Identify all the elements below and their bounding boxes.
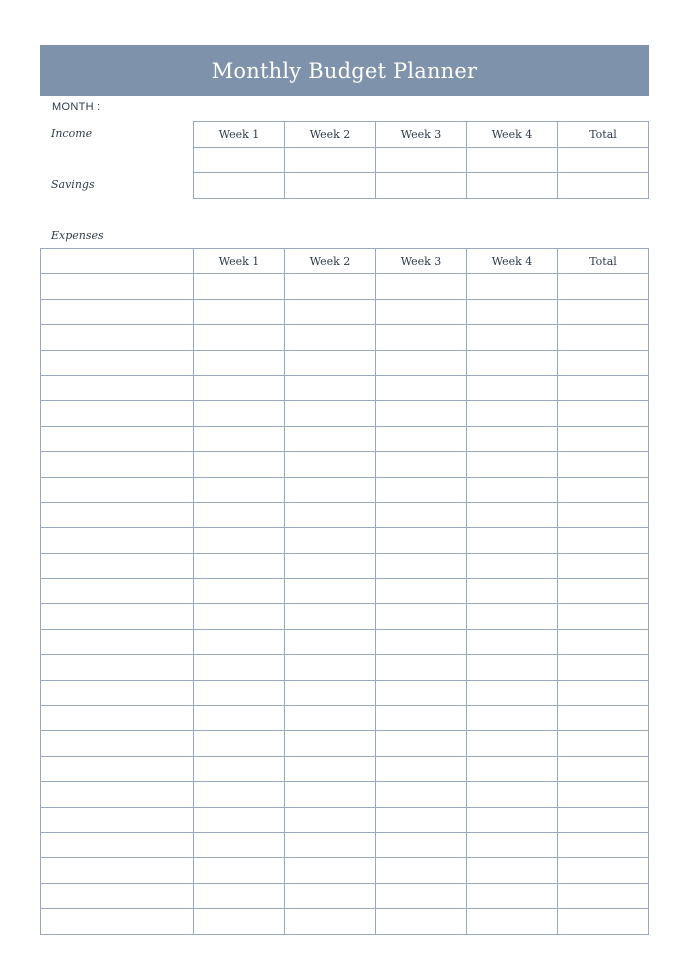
savings-cell[interactable]	[194, 173, 285, 199]
expense-total-cell[interactable]	[558, 731, 649, 756]
expense-category-cell[interactable]	[41, 299, 194, 324]
expense-total-cell[interactable]	[558, 706, 649, 731]
expense-week-4-cell[interactable]	[467, 426, 558, 451]
expense-week-2-cell[interactable]	[285, 629, 376, 654]
expense-week-2-cell[interactable]	[285, 782, 376, 807]
expense-row	[41, 299, 649, 324]
expense-week-3-cell[interactable]	[376, 325, 467, 350]
expenses-label: Expenses	[51, 229, 104, 242]
expense-week-1-cell[interactable]	[194, 858, 285, 883]
expense-row	[41, 832, 649, 857]
income-cell[interactable]	[558, 147, 649, 173]
expense-week-4-cell[interactable]	[467, 325, 558, 350]
expense-week-1-cell[interactable]	[194, 706, 285, 731]
expense-week-3-cell[interactable]	[376, 579, 467, 604]
income-header-total: Total	[558, 122, 649, 148]
expense-total-cell[interactable]	[558, 502, 649, 527]
expense-week-3-cell[interactable]	[376, 782, 467, 807]
expense-week-4-cell[interactable]	[467, 477, 558, 502]
expense-total-cell[interactable]	[558, 553, 649, 578]
expenses-header-category	[41, 249, 194, 274]
expense-category-cell[interactable]	[41, 350, 194, 375]
expense-week-4-cell[interactable]	[467, 502, 558, 527]
expense-week-2-cell[interactable]	[285, 579, 376, 604]
expense-week-3-cell[interactable]	[376, 375, 467, 400]
expense-week-4-cell[interactable]	[467, 807, 558, 832]
expense-category-cell[interactable]	[41, 858, 194, 883]
expense-week-1-cell[interactable]	[194, 731, 285, 756]
expense-row	[41, 375, 649, 400]
expense-total-cell[interactable]	[558, 579, 649, 604]
expense-week-2-cell[interactable]	[285, 604, 376, 629]
income-label: Income	[51, 127, 93, 140]
expense-week-3-cell[interactable]	[376, 604, 467, 629]
expense-total-cell[interactable]	[558, 401, 649, 426]
savings-cell[interactable]	[285, 173, 376, 199]
income-header-week-1: Week 1	[194, 122, 285, 148]
expense-row	[41, 604, 649, 629]
expense-week-2-cell[interactable]	[285, 858, 376, 883]
expense-week-1-cell[interactable]	[194, 604, 285, 629]
expense-category-cell[interactable]	[41, 274, 194, 299]
expense-week-2-cell[interactable]	[285, 477, 376, 502]
expense-category-cell[interactable]	[41, 706, 194, 731]
expense-total-cell[interactable]	[558, 452, 649, 477]
expense-week-2-cell[interactable]	[285, 553, 376, 578]
expense-total-cell[interactable]	[558, 375, 649, 400]
expense-week-2-cell[interactable]	[285, 375, 376, 400]
expense-week-3-cell[interactable]	[376, 553, 467, 578]
expense-week-1-cell[interactable]	[194, 756, 285, 781]
expenses-header-week-1: Week 1	[194, 249, 285, 274]
expense-week-2-cell[interactable]	[285, 655, 376, 680]
expense-week-2-cell[interactable]	[285, 706, 376, 731]
expense-total-cell[interactable]	[558, 604, 649, 629]
expense-week-4-cell[interactable]	[467, 731, 558, 756]
income-header-week-2: Week 2	[285, 122, 376, 148]
title-banner	[40, 45, 649, 96]
expense-week-1-cell[interactable]	[194, 909, 285, 934]
expense-week-3-cell[interactable]	[376, 452, 467, 477]
expense-week-1-cell[interactable]	[194, 350, 285, 375]
expense-row	[41, 350, 649, 375]
month-label: MONTH :	[52, 101, 101, 113]
expense-week-1-cell[interactable]	[194, 477, 285, 502]
expense-week-1-cell[interactable]	[194, 528, 285, 553]
expense-week-2-cell[interactable]	[285, 528, 376, 553]
expense-week-2-cell[interactable]	[285, 756, 376, 781]
expense-category-cell[interactable]	[41, 782, 194, 807]
expense-total-cell[interactable]	[558, 350, 649, 375]
expense-week-3-cell[interactable]	[376, 299, 467, 324]
expense-week-2-cell[interactable]	[285, 680, 376, 705]
expense-category-cell[interactable]	[41, 426, 194, 451]
expense-total-cell[interactable]	[558, 477, 649, 502]
expense-category-cell[interactable]	[41, 375, 194, 400]
expense-week-4-cell[interactable]	[467, 375, 558, 400]
expense-week-1-cell[interactable]	[194, 680, 285, 705]
expense-week-2-cell[interactable]	[285, 807, 376, 832]
expense-week-4-cell[interactable]	[467, 756, 558, 781]
expense-week-4-cell[interactable]	[467, 680, 558, 705]
expense-week-1-cell[interactable]	[194, 579, 285, 604]
expense-row	[41, 655, 649, 680]
expense-total-cell[interactable]	[558, 325, 649, 350]
expense-total-cell[interactable]	[558, 756, 649, 781]
expense-row	[41, 909, 649, 934]
expense-week-3-cell[interactable]	[376, 528, 467, 553]
expense-week-3-cell[interactable]	[376, 756, 467, 781]
expense-week-1-cell[interactable]	[194, 629, 285, 654]
expenses-header-week-2: Week 2	[285, 249, 376, 274]
expense-row	[41, 452, 649, 477]
expense-row	[41, 858, 649, 883]
expense-category-cell[interactable]	[41, 502, 194, 527]
expense-week-2-cell[interactable]	[285, 325, 376, 350]
expense-row	[41, 325, 649, 350]
expense-week-3-cell[interactable]	[376, 807, 467, 832]
expense-week-2-cell[interactable]	[285, 299, 376, 324]
expense-week-1-cell[interactable]	[194, 832, 285, 857]
savings-row	[194, 173, 649, 199]
expense-category-cell[interactable]	[41, 528, 194, 553]
expense-week-4-cell[interactable]	[467, 858, 558, 883]
savings-cell[interactable]	[558, 173, 649, 199]
income-cell[interactable]	[285, 147, 376, 173]
expense-total-cell[interactable]	[558, 680, 649, 705]
expense-week-2-cell[interactable]	[285, 883, 376, 908]
expense-category-cell[interactable]	[41, 909, 194, 934]
expense-week-4-cell[interactable]	[467, 579, 558, 604]
expense-week-1-cell[interactable]	[194, 655, 285, 680]
expense-week-1-cell[interactable]	[194, 782, 285, 807]
expense-category-cell[interactable]	[41, 325, 194, 350]
expense-category-cell[interactable]	[41, 756, 194, 781]
expense-week-1-cell[interactable]	[194, 325, 285, 350]
expense-total-cell[interactable]	[558, 274, 649, 299]
expense-week-2-cell[interactable]	[285, 350, 376, 375]
expense-week-2-cell[interactable]	[285, 452, 376, 477]
expense-row	[41, 756, 649, 781]
expense-week-4-cell[interactable]	[467, 706, 558, 731]
expense-week-3-cell[interactable]	[376, 706, 467, 731]
expense-week-1-cell[interactable]	[194, 299, 285, 324]
savings-cell[interactable]	[376, 173, 467, 199]
page-title: Monthly Budget Planner	[211, 58, 478, 83]
expense-week-1-cell[interactable]	[194, 807, 285, 832]
expense-row	[41, 553, 649, 578]
income-row	[194, 147, 649, 173]
expense-category-cell[interactable]	[41, 832, 194, 857]
expense-row	[41, 579, 649, 604]
expense-row	[41, 680, 649, 705]
expense-week-2-cell[interactable]	[285, 401, 376, 426]
expense-row	[41, 477, 649, 502]
expense-row	[41, 528, 649, 553]
expense-week-3-cell[interactable]	[376, 858, 467, 883]
expense-week-1-cell[interactable]	[194, 452, 285, 477]
expense-week-3-cell[interactable]	[376, 426, 467, 451]
expense-week-4-cell[interactable]	[467, 629, 558, 654]
expense-row	[41, 502, 649, 527]
expenses-header-week-3: Week 3	[376, 249, 467, 274]
expense-week-4-cell[interactable]	[467, 553, 558, 578]
income-cell[interactable]	[467, 147, 558, 173]
expenses-table	[40, 248, 649, 935]
expense-row	[41, 706, 649, 731]
expense-week-4-cell[interactable]	[467, 528, 558, 553]
expense-week-2-cell[interactable]	[285, 274, 376, 299]
expense-category-cell[interactable]	[41, 604, 194, 629]
expense-category-cell[interactable]	[41, 655, 194, 680]
income-header-week-3: Week 3	[376, 122, 467, 148]
expense-week-3-cell[interactable]	[376, 909, 467, 934]
savings-label: Savings	[51, 178, 95, 191]
expense-total-cell[interactable]	[558, 528, 649, 553]
expense-week-1-cell[interactable]	[194, 883, 285, 908]
expense-week-4-cell[interactable]	[467, 832, 558, 857]
expense-row	[41, 782, 649, 807]
expense-total-cell[interactable]	[558, 832, 649, 857]
savings-cell[interactable]	[467, 173, 558, 199]
expense-category-cell[interactable]	[41, 477, 194, 502]
expense-row	[41, 401, 649, 426]
expense-week-1-cell[interactable]	[194, 375, 285, 400]
expense-week-3-cell[interactable]	[376, 655, 467, 680]
expense-week-2-cell[interactable]	[285, 832, 376, 857]
expenses-header-week-4: Week 4	[467, 249, 558, 274]
expense-week-3-cell[interactable]	[376, 502, 467, 527]
expense-total-cell[interactable]	[558, 909, 649, 934]
expense-week-3-cell[interactable]	[376, 477, 467, 502]
expenses-header-total: Total	[558, 249, 649, 274]
expense-week-3-cell[interactable]	[376, 274, 467, 299]
expense-category-cell[interactable]	[41, 883, 194, 908]
expense-week-4-cell[interactable]	[467, 604, 558, 629]
expense-category-cell[interactable]	[41, 579, 194, 604]
expense-category-cell[interactable]	[41, 553, 194, 578]
expense-row	[41, 629, 649, 654]
expense-total-cell[interactable]	[558, 426, 649, 451]
expense-week-1-cell[interactable]	[194, 401, 285, 426]
expense-total-cell[interactable]	[558, 782, 649, 807]
income-header-week-4: Week 4	[467, 122, 558, 148]
expense-week-1-cell[interactable]	[194, 502, 285, 527]
expense-category-cell[interactable]	[41, 680, 194, 705]
expense-week-1-cell[interactable]	[194, 274, 285, 299]
expense-category-cell[interactable]	[41, 401, 194, 426]
expense-week-4-cell[interactable]	[467, 274, 558, 299]
expense-row	[41, 426, 649, 451]
expense-total-cell[interactable]	[558, 858, 649, 883]
expense-row	[41, 807, 649, 832]
expense-week-2-cell[interactable]	[285, 909, 376, 934]
expense-row	[41, 883, 649, 908]
expense-week-4-cell[interactable]	[467, 452, 558, 477]
income-table	[193, 121, 649, 199]
expense-week-1-cell[interactable]	[194, 426, 285, 451]
expense-total-cell[interactable]	[558, 807, 649, 832]
expense-week-4-cell[interactable]	[467, 782, 558, 807]
expense-week-4-cell[interactable]	[467, 909, 558, 934]
expense-week-4-cell[interactable]	[467, 655, 558, 680]
expense-week-4-cell[interactable]	[467, 299, 558, 324]
expense-total-cell[interactable]	[558, 629, 649, 654]
expense-total-cell[interactable]	[558, 299, 649, 324]
expense-week-3-cell[interactable]	[376, 731, 467, 756]
expense-week-4-cell[interactable]	[467, 350, 558, 375]
expense-row	[41, 274, 649, 299]
expense-week-2-cell[interactable]	[285, 502, 376, 527]
expense-total-cell[interactable]	[558, 655, 649, 680]
expense-week-3-cell[interactable]	[376, 629, 467, 654]
expense-week-3-cell[interactable]	[376, 832, 467, 857]
expense-total-cell[interactable]	[558, 883, 649, 908]
expense-week-3-cell[interactable]	[376, 680, 467, 705]
expense-week-2-cell[interactable]	[285, 731, 376, 756]
expense-week-4-cell[interactable]	[467, 883, 558, 908]
expense-row	[41, 731, 649, 756]
income-cell[interactable]	[194, 147, 285, 173]
expense-week-1-cell[interactable]	[194, 553, 285, 578]
income-header-row	[194, 122, 649, 148]
income-cell[interactable]	[376, 147, 467, 173]
expense-week-4-cell[interactable]	[467, 401, 558, 426]
expense-category-cell[interactable]	[41, 807, 194, 832]
expense-category-cell[interactable]	[41, 452, 194, 477]
expense-category-cell[interactable]	[41, 629, 194, 654]
expense-category-cell[interactable]	[41, 731, 194, 756]
expense-week-3-cell[interactable]	[376, 401, 467, 426]
expense-week-3-cell[interactable]	[376, 883, 467, 908]
expenses-header-row	[41, 249, 649, 274]
expense-week-2-cell[interactable]	[285, 426, 376, 451]
expense-week-3-cell[interactable]	[376, 350, 467, 375]
